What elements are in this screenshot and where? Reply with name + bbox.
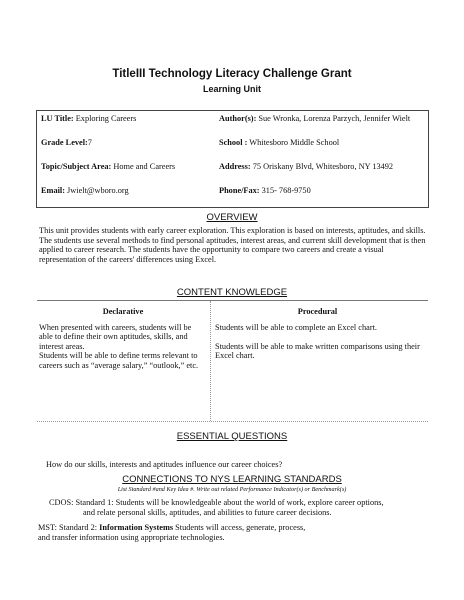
lu-title-label: LU Title: bbox=[41, 114, 74, 123]
document-title: TitleIII Technology Literacy Challenge Grant bbox=[112, 68, 352, 80]
address-cell bbox=[215, 159, 428, 183]
email-label: Email: bbox=[41, 186, 65, 195]
address-value: 75 Oriskany Blvd, Whitesboro, NY 13492 bbox=[252, 162, 394, 171]
standards-instruction: List Standard #and Key Idea #. Write out related Performance Indicator(s) or Benchmark(s) bbox=[117, 486, 347, 493]
school-value: Whitesboro Middle School bbox=[249, 138, 340, 147]
email-cell bbox=[37, 183, 215, 207]
phone-label: Phone/Fax: bbox=[219, 186, 260, 195]
cdos-standard bbox=[49, 498, 429, 518]
content-knowledge-table bbox=[37, 300, 428, 422]
overview-heading: OVERVIEW bbox=[206, 212, 258, 223]
school-cell bbox=[215, 135, 428, 159]
mst-prefix: MST: Standard 2: bbox=[38, 523, 100, 532]
column-divider bbox=[210, 301, 211, 421]
declarative-heading: Declarative bbox=[102, 307, 144, 316]
connections-heading: CONNECTIONS TO NYS LEARNING STANDARDS bbox=[122, 474, 342, 485]
topic-value: Home and Careers bbox=[113, 162, 176, 171]
content-knowledge-heading: CONTENT KNOWLEDGE bbox=[176, 287, 288, 298]
mst-standard bbox=[38, 523, 428, 543]
mst-line-2: and transfer information using appropriate technologies. bbox=[38, 533, 225, 542]
lu-title-cell bbox=[37, 111, 215, 135]
procedural-item-1: Students will be able to complete an Excel chart. bbox=[215, 322, 377, 332]
phone-cell bbox=[215, 183, 428, 207]
grade-cell bbox=[37, 135, 215, 159]
grade-label: Grade Level: bbox=[41, 138, 88, 147]
cdos-line-2: and relate personal skills, aptitudes, and abilities to future career decisions. bbox=[83, 508, 332, 517]
mst-line-1-rest: Students will access, generate, process, bbox=[173, 523, 306, 532]
document-subtitle: Learning Unit bbox=[203, 84, 261, 94]
unit-info-table bbox=[37, 111, 428, 207]
procedural-column bbox=[215, 301, 420, 361]
mst-bold: Information Systems bbox=[99, 523, 174, 532]
email-value: Jwielt@wboro.org bbox=[67, 186, 129, 195]
phone-value: 315- 768-9750 bbox=[261, 186, 311, 195]
authors-cell bbox=[215, 111, 428, 135]
topic-label: Topic/Subject Area: bbox=[41, 162, 112, 171]
declarative-item-2: Students will be able to define terms relevant to careers such as “average salary,” “outlook,” etc. bbox=[39, 351, 199, 370]
mst-line-1 bbox=[38, 523, 428, 533]
cdos-line-1: CDOS: Standard 1: Students will be knowledgeable about the world of work, explore career options, bbox=[49, 498, 384, 507]
procedural-item-2: Students will be able to make written comparisons using their Excel chart. bbox=[215, 341, 420, 361]
authors-value: Sue Wronka, Lorenza Parzych, Jennifer Wielt bbox=[258, 114, 411, 123]
address-label: Address: bbox=[219, 162, 251, 171]
essential-question: How do our skills, interests and aptitudes influence our career choices? bbox=[46, 460, 283, 469]
overview-text: This unit provides students with early career exploration. This exploration is based on interests, aptitudes, and skills. The students use several methods to find personal aptitudes, interest areas, and current skill development that is then applied to career research. The students have the opportunity to compare two careers and create a visual representation of the careers' differences using Excel. bbox=[39, 226, 426, 264]
topic-cell bbox=[37, 159, 215, 183]
essential-questions-heading: ESSENTIAL QUESTIONS bbox=[176, 431, 288, 442]
grade-value: 7 bbox=[87, 138, 92, 147]
procedural-heading: Procedural bbox=[297, 307, 338, 316]
declarative-item-1: When presented with careers, students will be able to define their own aptitudes, skills, and interest areas. bbox=[39, 322, 192, 351]
school-label: School : bbox=[219, 138, 248, 147]
authors-label: Author(s): bbox=[219, 114, 257, 123]
declarative-column bbox=[39, 301, 207, 371]
lu-title-value: Exploring Careers bbox=[75, 114, 137, 123]
